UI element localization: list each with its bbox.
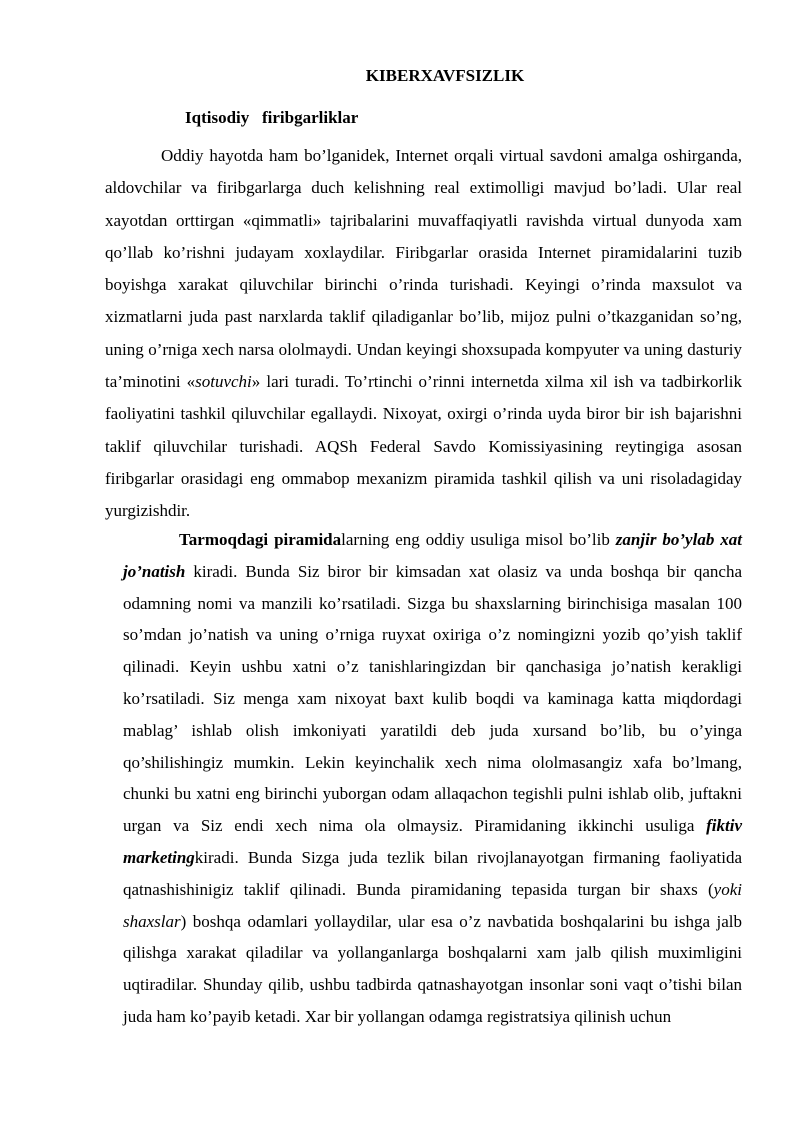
bold-term: Tarmoqdagi piramida — [179, 530, 342, 549]
paragraph-text: Oddiy hayotda ham bo’lganidek, Internet orqali virtual savdoni amalga oshirganda, aldovchilar va firibgarlarga duch kelishning real extimolligi mavjud bo’ladi. Ular real xayotdan orttirgan «qimmatli» tajribalarini muvaffaqiyatli ravishda virtual dunyoda xam qo’llab ko’rishni judayam xoxlaydilar. Firibgarlar orasida Internet piramidalarini tuzib boyishga xarakat qiluvchilar birinchi o’rinda turishadi. Keyingi o’rinda maxsulot va xizmatlarni juda past narxlarda taklif qiladiganlar bo’lib, mijoz pulni o’tkazganidan so’ng, uning o’rniga xech narsa ololmaydi. Undan keyingi shoxsupada kompyuter va uning dasturiy ta’minotini « — [105, 146, 742, 392]
paragraph-text: kiradi. Bunda Sizga juda tezlik bilan rivojlanayotgan firmaning faoliyatida qatnashishinigiz taklif qilinadi. Bunda piramidaning tepasida turgan bir shaxs ( — [123, 847, 742, 899]
section-subtitle: Iqtisodiy firibgarliklar — [185, 108, 359, 127]
paragraph-text: kiradi. Bunda Siz biror bir kimsadan xat olasiz va unda boshqa bir qancha odamning nomi va manzili ko’rsatiladi. Sizga bu shaxslarning birinchisiga masalan 100 so’mdan jo’natish va uning o’rniga ruyxat oxiriga o’z nomingizni yozib qo’yish taklif qilinadi. Keyin ushbu xatni o’z tanishlaringizdan bir qanchasiga jo’natish kerakligi ko’rsatiladi. Siz menga xam nixoyat baxt kulib boqdi va kaminaga katta miqdordagi mablag’ ishlab olish imkoniyati yaratildi deb juda xursand bo’lib, bu o’yinga qo’shilishingiz mumkin. Lekin keyinchalik xech nima ololmasangiz xafa bo’lmang, chunki bu xatni eng birinchi yuborgan odam allaqachon tegishli pulni ishlab olib, juftakni urgan va Siz endi xech nima ola olmaysiz. Piramidaning ikkinchi usuliga — [123, 561, 742, 836]
paragraph-intro — [105, 140, 742, 528]
bold-italic-term: fiktiv marketing — [123, 816, 742, 867]
italic-term: yoki shaxslar — [123, 879, 742, 931]
page-title: KIBERXAVFSIZLIK — [365, 66, 525, 85]
italic-term: sotuvchi — [195, 372, 252, 392]
bold-italic-term: zanjir bo’ylab xat jo’natish — [123, 530, 742, 581]
paragraph-text: ) boshqa odamlari yollaydilar, ular esa o’z navbatida boshqalarini bu ishga jalb qilishga xarakat qiladilar va yollanganlarga boshqalarni xam jalb qilish muximligini uqtiradilar. Shunday qilib, ushbu tadbirda qatnashayotgan insonlar soni vaqt o’tishi bilan juda ham ko’payib ketadi. Xar bir yollangan odamga registratsiya qilinish uchun — [123, 911, 742, 1026]
paragraph-text: larning eng oddiy usuliga misol bo’lib — [341, 530, 616, 549]
paragraph-pyramid — [123, 524, 742, 1033]
paragraph-text: » lari turadi. To’rtinchi o’rinni internetda xilma xil ish va tadbirkorlik faoliyatini tashkil qiluvchilar egallaydi. Nixoyat, oxirgi o’rinda uyda biror bir ish bajarishni taklif qiluvchilar turishadi. AQSh Federal Savdo Komissiyasining reytingiga asosan firibgarlar orasidagi eng ommabop mexanizm piramida tashkil qilish va uni risoladagiday yurgizishdir. — [105, 372, 743, 521]
